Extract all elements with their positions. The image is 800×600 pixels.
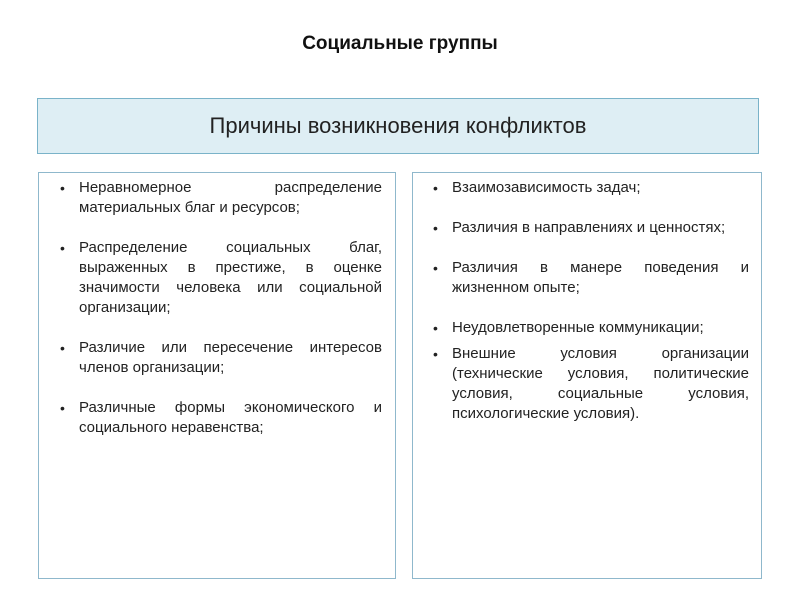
list-item — [57, 238, 382, 318]
list-item — [57, 338, 382, 378]
list-item-text: Различие или пересечение интересов членов организации; — [79, 339, 382, 376]
bullet-icon: • — [433, 180, 438, 196]
bullet-icon: • — [433, 260, 438, 276]
list-item — [57, 178, 382, 218]
list-item-text: Взаимозависимость задач; — [452, 179, 641, 196]
conflict-causes-banner: Причины возникновения конфликтов — [37, 98, 759, 154]
list-item-text: Неравномерное распределение материальных благ и ресурсов; — [79, 179, 382, 216]
left-causes-list — [57, 178, 382, 438]
bullet-icon: • — [60, 340, 65, 356]
list-item — [57, 398, 382, 438]
list-item-text: Неудовлетворенные коммуникации; — [452, 319, 704, 336]
list-item-text: Внешние условия организации (технические условия, политические условия, социальные условия, психологические условия). — [452, 345, 749, 422]
right-causes-panel — [412, 172, 762, 579]
list-item — [430, 318, 749, 338]
list-item-text: Различия в манере поведения и жизненном опыте; — [452, 259, 749, 296]
bullet-icon: • — [433, 346, 438, 362]
slide-title: Социальные группы — [302, 33, 498, 54]
list-item — [430, 218, 749, 238]
list-item — [430, 178, 749, 198]
bullet-icon: • — [60, 180, 65, 196]
list-item — [430, 344, 749, 424]
list-item-text: Различные формы экономического и социального неравенства; — [79, 399, 382, 436]
list-item — [430, 258, 749, 298]
bullet-icon: • — [60, 240, 65, 256]
list-item-text: Различия в направлениях и ценностях; — [452, 219, 726, 236]
right-causes-list — [430, 178, 749, 424]
bullet-icon: • — [433, 320, 438, 336]
list-item-text: Распределение социальных благ, выраженных в престиже, в оценке значимости человека или социальной организации; — [79, 239, 382, 316]
bullet-icon: • — [433, 220, 438, 236]
bullet-icon: • — [60, 400, 65, 416]
left-causes-panel — [38, 172, 396, 579]
